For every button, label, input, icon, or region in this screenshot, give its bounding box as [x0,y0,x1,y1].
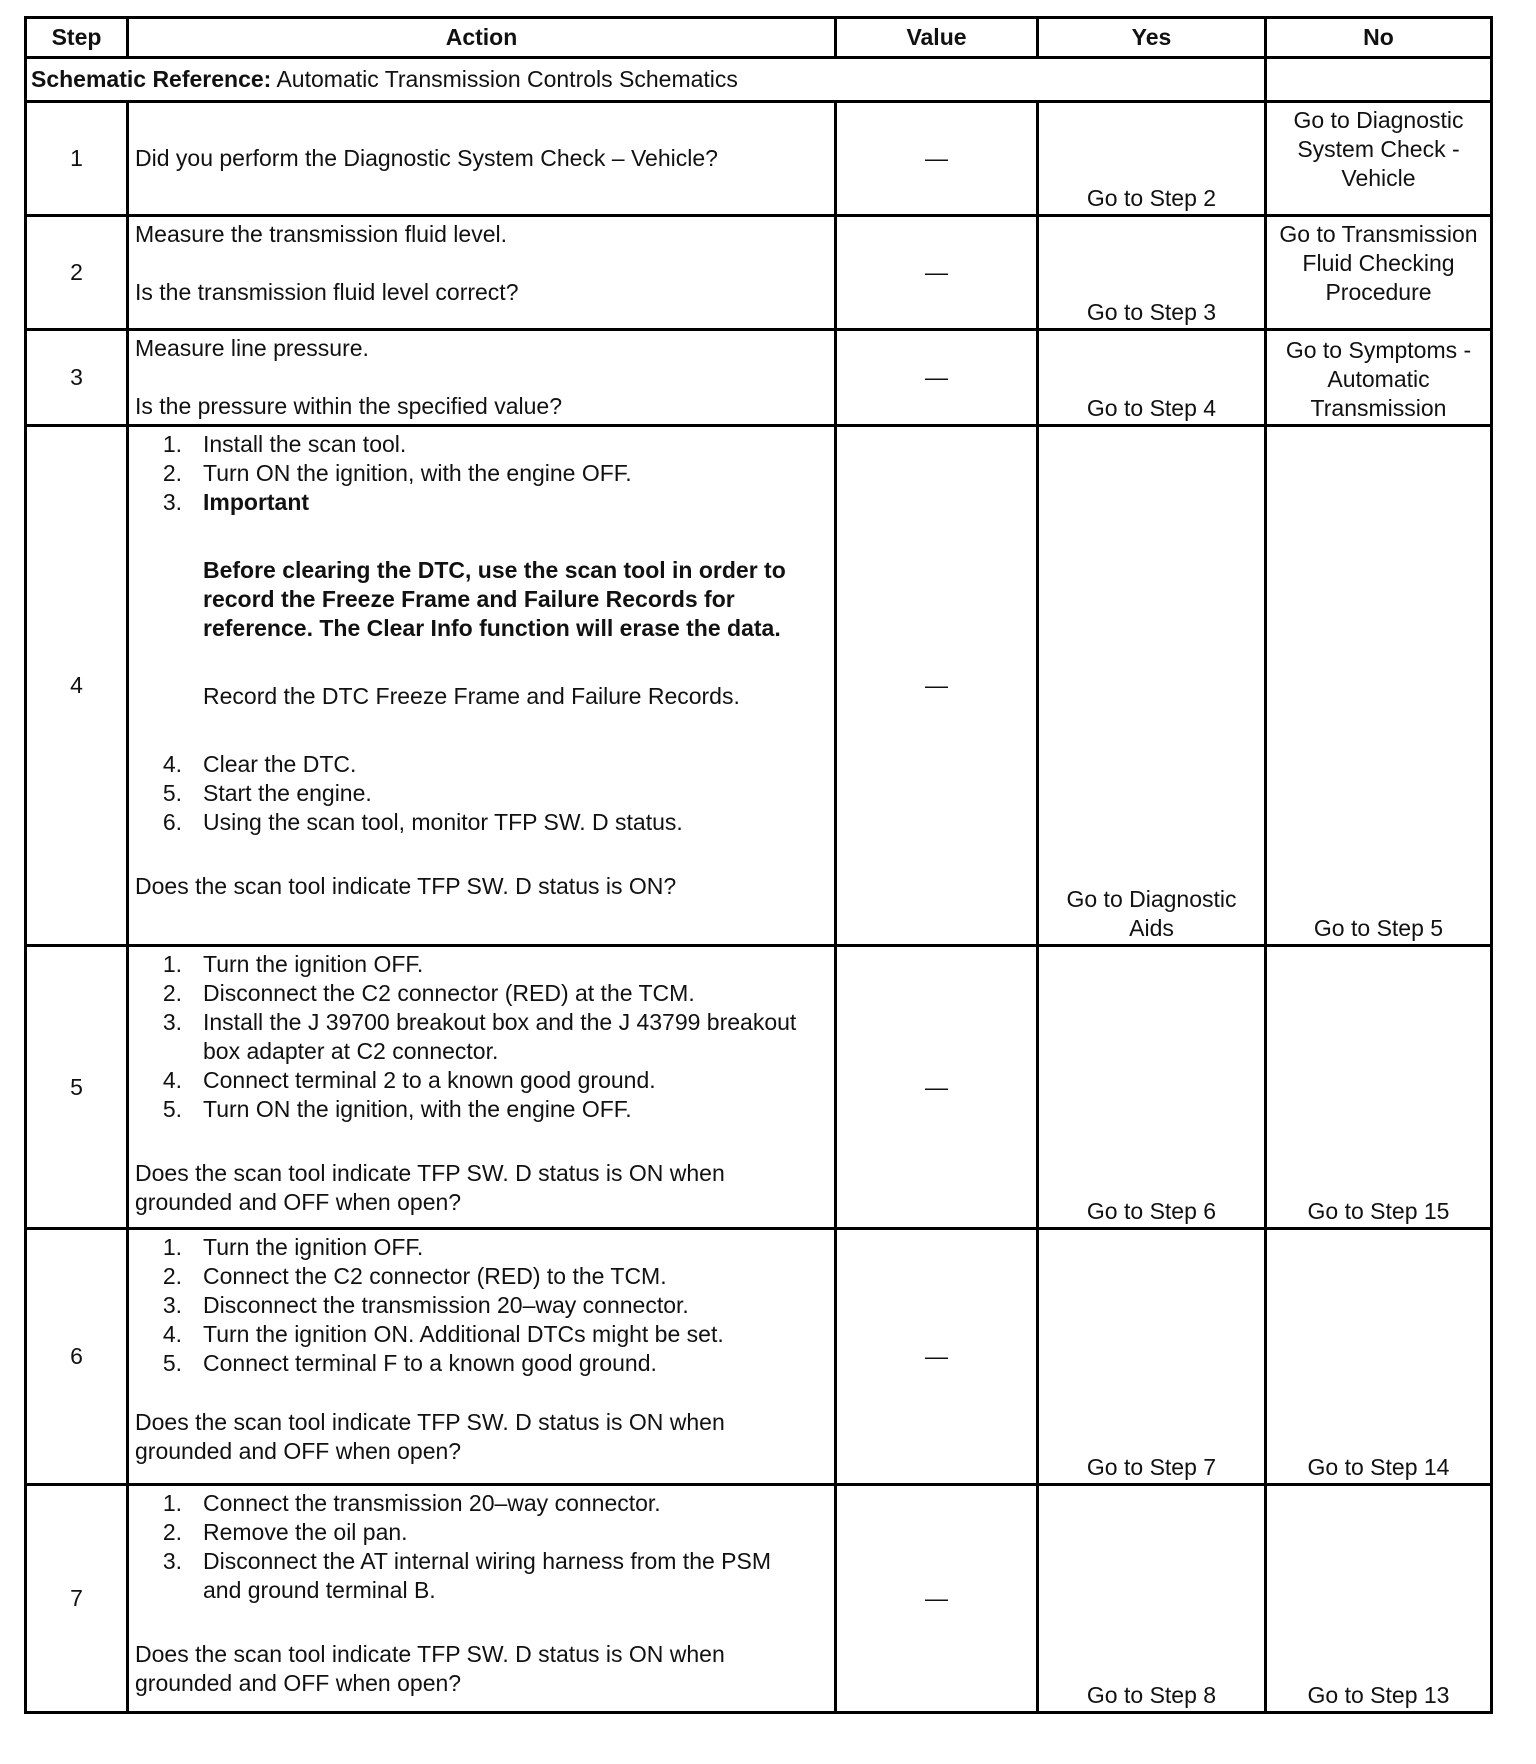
action-question: Is the transmission fluid level correct? [135,279,519,305]
step-number: 2 [26,216,128,330]
action-instruction: Measure the transmission fluid level. [135,221,507,247]
header-yes: Yes [1038,18,1266,58]
header-row [26,18,1492,58]
list-item: 1. Turn the ignition OFF. [162,1234,424,1260]
value-cell: — [836,946,1038,1229]
action-cell [128,1229,836,1485]
yes-cell: Go to Step 6 [1038,946,1266,1229]
header-value: Value [836,18,1038,58]
no-cell: Go to Symptoms - Automatic Transmission [1266,330,1492,426]
list-item: 1. Install the scan tool. [162,431,407,457]
list-item: 1. Turn the ignition OFF. [162,951,424,977]
action-instruction: Measure line pressure. [135,335,369,361]
schematic-empty-cell [1266,58,1492,102]
yes-cell: Go to Step 3 [1038,216,1266,330]
table-row [26,946,1492,1229]
list-item: 2. Connect the C2 connector (RED) to the TCM. [162,1263,667,1289]
action-cell [128,946,836,1229]
list-item: 3. Disconnect the AT internal wiring harness from the PSM and ground terminal B. [162,1548,772,1603]
yes-cell: Go to Step 8 [1038,1485,1266,1713]
no-cell: Go to Step 13 [1266,1485,1492,1713]
important-note: Before clearing the DTC, use the scan tool in order to record the Freeze Frame and Failure Records for reference. The Clear Info function will erase the data. [203,557,786,641]
step-number: 6 [26,1229,128,1485]
value-cell: — [836,216,1038,330]
schematic-reference [26,58,1266,102]
action-question: Does the scan tool indicate TFP SW. D status is ON when grounded and OFF when open? [135,1409,725,1464]
action-question: Does the scan tool indicate TFP SW. D status is ON when grounded and OFF when open? [135,1160,725,1215]
step-number: 7 [26,1485,128,1713]
action-question: Does the scan tool indicate TFP SW. D status is ON? [135,873,677,899]
schematic-reference-row [26,58,1492,102]
value-cell: — [836,330,1038,426]
no-cell: Go to Step 15 [1266,946,1492,1229]
list-item: 2. Remove the oil pan. [162,1519,408,1545]
table-row [26,102,1492,216]
list-item: 4. Turn the ignition ON. Additional DTCs might be set. [162,1321,724,1347]
step-number: 4 [26,426,128,946]
list-item: 5. Connect terminal F to a known good ground. [162,1350,657,1376]
header-no: No [1266,18,1492,58]
list-item: 4. Connect terminal 2 to a known good ground. [162,1067,656,1093]
table-row [26,216,1492,330]
step-number: 3 [26,330,128,426]
list-item: 3. Install the J 39700 breakout box and the J 43799 breakout box adapter at C2 connector. [162,1009,797,1064]
no-cell: Go to Diagnostic System Check - Vehicle [1266,102,1492,216]
procedure-list [135,430,830,517]
list-item: 5. Turn ON the ignition, with the engine OFF. [162,1096,632,1122]
no-cell: Go to Step 14 [1266,1229,1492,1485]
procedure-list [135,1489,830,1605]
action-text: Did you perform the Diagnostic System Check – Vehicle? [128,102,836,216]
yes-cell: Go to Diagnostic Aids [1038,426,1266,946]
list-item: 2. Disconnect the C2 connector (RED) at the TCM. [162,980,695,1006]
procedure-list [135,950,830,1124]
no-cell: Go to Step 5 [1266,426,1492,946]
list-item: 3. Disconnect the transmission 20–way connector. [162,1292,689,1318]
table-row [26,426,1492,946]
table-row [26,1229,1492,1485]
yes-cell: Go to Step 4 [1038,330,1266,426]
table-row [26,1485,1492,1713]
yes-cell: Go to Step 7 [1038,1229,1266,1485]
no-cell: Go to Transmission Fluid Checking Procedure [1266,216,1492,330]
header-step: Step [26,18,128,58]
list-item: 4. Clear the DTC. [162,751,357,777]
diagnostic-table [24,16,1493,1714]
action-question: Is the pressure within the specified value? [135,393,563,419]
procedure-list-continued [135,750,830,837]
value-cell: — [836,426,1038,946]
step-number: 5 [26,946,128,1229]
action-cell [128,426,836,946]
header-action: Action [128,18,836,58]
schematic-label: Schematic Reference: [31,66,272,92]
value-cell: — [836,1229,1038,1485]
list-item: 2. Turn ON the ignition, with the engine OFF. [162,460,632,486]
schematic-text: Automatic Transmission Controls Schematics [271,66,738,92]
list-item: 5. Start the engine. [162,780,372,806]
table-row [26,330,1492,426]
value-cell: — [836,102,1038,216]
list-item: 3. Important [162,489,310,515]
list-item: 6. Using the scan tool, monitor TFP SW. D status. [162,809,683,835]
action-cell [128,216,836,330]
action-cell [128,330,836,426]
action-cell [128,1485,836,1713]
record-note: Record the DTC Freeze Frame and Failure Records. [203,683,740,709]
yes-cell: Go to Step 2 [1038,102,1266,216]
list-item: 1. Connect the transmission 20–way connector. [162,1490,661,1516]
action-question: Does the scan tool indicate TFP SW. D status is ON when grounded and OFF when open? [135,1641,725,1696]
procedure-list [135,1233,830,1378]
step-number: 1 [26,102,128,216]
value-cell: — [836,1485,1038,1713]
